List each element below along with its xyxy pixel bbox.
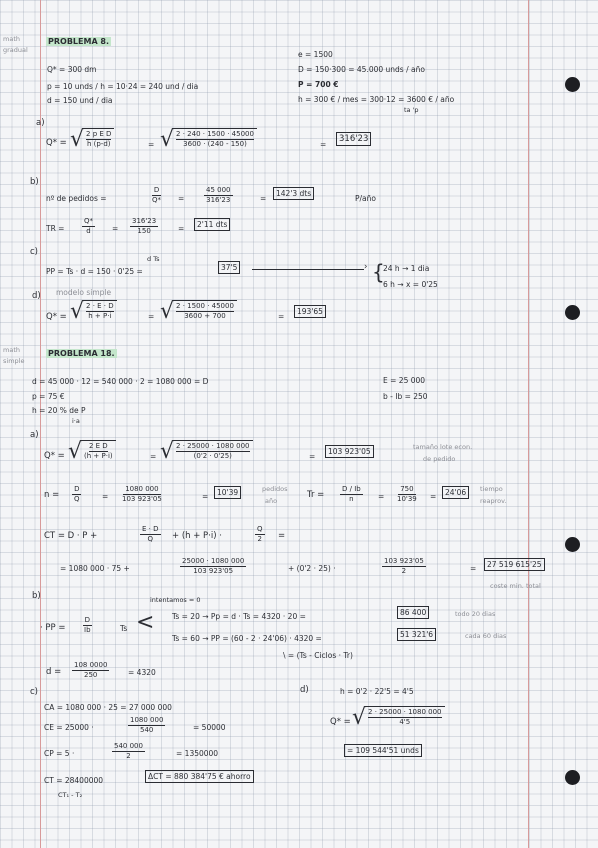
result-box: 37'5 xyxy=(218,264,240,272)
data-line: P = 700 € xyxy=(298,80,339,89)
result-box: 27 519 615'25 xyxy=(484,561,545,569)
arrow-line xyxy=(252,269,364,270)
binder-hole xyxy=(565,77,580,92)
part-label: b) xyxy=(32,591,41,601)
fraction: $\frac{316'23}{150}$ xyxy=(132,217,157,235)
sqrt-formula: √ $\frac{2 \cdot 25000 \cdot 1080 000}{(0'2 \cdot 0'25)}$ xyxy=(160,440,253,464)
part-label: b) xyxy=(30,177,39,187)
fraction: $\frac{108 0000}{250}$ xyxy=(74,661,108,679)
fraction: $\frac{25000 \cdot 1080 000}{103 923'05}$ xyxy=(182,557,245,575)
problem-8-title: PROBLEMA 8. xyxy=(48,37,110,46)
binder-hole xyxy=(565,305,580,320)
data-line: Q* = 300 dm xyxy=(47,65,97,74)
result-box: 316'23 xyxy=(336,135,371,144)
data-line: h = 300 € / mes = 300·12 = 3600 € / año xyxy=(298,95,455,104)
result-box: 10'39 xyxy=(214,489,241,497)
fraction: $\frac{103 923'05}{2}$ xyxy=(384,557,424,575)
part-label: d) xyxy=(300,685,309,695)
part-label: a) xyxy=(36,118,45,128)
fraction: $\frac{540 000}{2}$ xyxy=(114,742,143,760)
fraction: $\frac{D / Ib}{n}$ xyxy=(342,485,361,503)
fraction: $\frac{45 000}{316'23}$ xyxy=(206,186,231,204)
sqrt-formula: √ $\frac{\text{2 p E D}}{h (p-d)}$ xyxy=(70,128,114,152)
data-line: e = 1500 xyxy=(298,50,333,59)
part-label: d) xyxy=(32,291,41,301)
margin-label: math xyxy=(3,35,20,43)
data-line: D = 150·300 = 45.000 unds / año xyxy=(298,65,425,74)
part-label: c) xyxy=(30,687,38,697)
fraction: $\frac{E \cdot D}{Q}$ xyxy=(142,525,159,543)
data-line-sub: ta 'p xyxy=(404,106,419,114)
result-box: 142'3 dts xyxy=(273,190,314,198)
result-box: 24'06 xyxy=(442,489,469,497)
problem-18-title: PROBLEMA 18. xyxy=(48,349,115,358)
fraction: $\frac{1080 000}{103 923'05}$ xyxy=(122,485,162,503)
fraction: $\frac{750}{10'39}$ xyxy=(397,485,417,503)
fraction: $\frac{Q}{2}$ xyxy=(257,525,263,543)
notebook-page: math gradual PROBLEMA 8. Q* = 300 dm p = 10 unds / h = 10·24 = 240 und / dia d = 150 und / dia e = 1500 D = 150·300 = 45.000 unds / año P = 700 € h = 300 € / mes = 300·12 = 3600 € / año ta 'p a) Q* = √ $\frac{\text{2 p E D}}{h (p-d)}$ = √ $\frac{2 \cdot 240 \cdot 1500 \cdot 45000}{3600 \cdot (240 - 150)}$ = 316'23 b) nº de pedidos = $\frac{D}{Q*}$ = $\frac{45 000}{316'23}$ = 142'3 dts P/año TR = $\frac{Q*}{d}$ = $\frac{316'23}{150}$ = 2'11 dts c) d Ts PP = Ts · d = 150 · 0'25 = 37'5 › { 24 h → 1 dia 6 h → x = 0'25 d) modelo simple Q* = √ $\frac{2 \cdot E \cdot D}{h + P\cdot i}$ = √ $\frac{2 \cdot 1500 \cdot 45000}{3600 + 700}$ = 193'65 math simple PROBLEMA 18. d = 45 000 · 12 = 540 000 · 2 = 1080 000 = D p = 75 € h = 20 % de P i·a E = 25 000 b - Ib = 250 a) Q* = √ $\frac{\text{2 E D}}{(h + P\cdot i)}$ = √ $\frac{2 \cdot 25000 \cdot 1080 000}{(0'2 \cdot 0'25)}$ = 103 923'05 tamaño lote econ. de pedido n = $\frac{D}{Q}$ = $\frac{1080 000}{103 923'05}$ = 10'39 pedidos año Tr = $\frac{D / Ib}{n}$ = $\frac{750}{10'39}$ = 24'06 tiempo reaprov. CT = D · P + $\frac{E \cdot D}{Q}$ + (h + P·i) · $\frac{Q}{2}$ = = 1080 000 · 75 + $\frac{25000 \cdot 1080 000}{103 923'05}$ + (0'2 · 25) · $\frac{103 923'05}{2}$ = 27 519 615'25 coste min. total b) intentamos = 0 · PP = $\frac{D}{Ib}$ Ts < Ts = 20 → Pp = d · Ts = 4320 · 20 = 86 400 todo 20 dias Ts = 60 → PP = (60 - 2 · 24'06) · 4320 = 51 321'6 cada 60 dias \ = (Ts - Ciclos · Tr) d = $\frac{108 0000}{250}$ = 4320 c) CA = 1080 000 · 25 = 27 000 000 CE = 25000 · $\frac{1080 000}{540}$ = 50000 CP = 5 · $\frac{540 000}{2}$ = 1350000 CT = 28400000 ΔCT = 880 384'75 € ahorro CT₁ - T₂ d) h = 0'2 · 22'5 = 4'5 Q* = √ $\frac{2 \cdot 25000 \cdot 1080 000}{4'5}$ = 109 544'51 unds xyxy=(0,0,598,848)
sqrt-formula: √ $\frac{\text{2 E D}}{(h + P\cdot i)}$ xyxy=(68,440,116,464)
fraction: $\frac{D}{Ib}$ xyxy=(84,616,91,634)
result-box: 86 400 xyxy=(397,609,429,617)
fraction: $\frac{1080 000}{540}$ xyxy=(130,716,164,734)
margin-label: gradual xyxy=(3,46,28,54)
sqrt-formula: √ $\frac{2 \cdot 1500 \cdot 45000}{3600 + 700}$ xyxy=(160,300,237,324)
result-box: 2'11 dts xyxy=(194,221,230,229)
right-margin-line xyxy=(528,0,529,848)
result-box: 103 923'05 xyxy=(325,448,374,456)
margin-label: math xyxy=(3,346,20,354)
fraction: $\frac{D}{Q}$ xyxy=(74,485,80,503)
binder-hole xyxy=(565,537,580,552)
sqrt-formula: √ $\frac{2 \cdot E \cdot D}{h + P\cdot i}$ xyxy=(70,300,117,324)
result-box: = 109 544'51 unds xyxy=(344,747,422,755)
data-line: d = 150 und / dia xyxy=(47,96,113,105)
sqrt-formula: √ $\frac{2 \cdot 25000 \cdot 1080 000}{4'5}$ xyxy=(352,706,445,730)
formula-lhs: Q* = xyxy=(46,138,67,148)
data-line: p = 10 unds / h = 10·24 = 240 und / dia xyxy=(47,82,199,91)
binder-hole xyxy=(565,770,580,785)
margin-label: simple xyxy=(3,357,25,365)
result-box: 51 321'6 xyxy=(397,631,436,639)
result-box: 193'65 xyxy=(294,308,326,316)
part-label: c) xyxy=(30,247,38,257)
result-box: ΔCT = 880 384'75 € ahorro xyxy=(145,773,254,781)
fraction: $\frac{Q*}{d}$ xyxy=(84,217,94,235)
sqrt-formula: √ $\frac{2 \cdot 240 \cdot 1500 \cdot 45000}{3600 \cdot (240 - 150)}$ xyxy=(160,128,257,152)
fraction: $\frac{D}{Q*}$ xyxy=(152,186,162,204)
part-label: a) xyxy=(30,430,39,440)
